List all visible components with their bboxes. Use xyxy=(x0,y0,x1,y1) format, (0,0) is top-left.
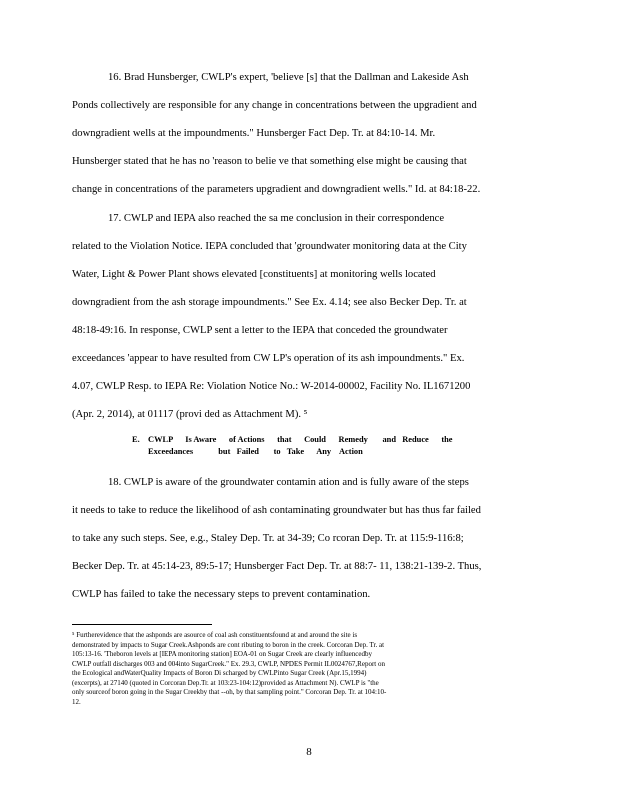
paragraph-16-line: Hunsberger stated that he has no 'reason to belie ve that something else might be causing that xyxy=(72,156,467,167)
paragraph-17-line: downgradient from the ash storage impoundments." See Ex. 4.14; see also Becker Dep. Tr. at xyxy=(72,297,467,308)
footnote-line: 105:13-16. 'Theboron levels at [IEPA monitoring station] EOA-01 on Sugar Creek are clearly influencedby xyxy=(72,650,372,658)
footnote-line: CWLP outfall discharges 003 and 004into SugarCreek." Ex. 29.3, CWLP, NPDES Permit IL0024767,Report on xyxy=(72,659,385,668)
paragraph-16 xyxy=(72,64,542,204)
paragraph-18-line: Becker Dep. Tr. at 45:14-23, 89:5-17; Hunsberger Fact Dep. Tr. at 88:7- 11, 138:21-139-2. Thus, xyxy=(72,561,482,572)
paragraph-17-line: (Apr. 2, 2014), at 01117 (provi ded as Attachment M). ⁵ xyxy=(72,409,308,420)
footnote-line: (excerpts), at 27140 (quoted in Corcoran Dep.Tr. at 103:23-104:12)provided as Attachment N). CWLP is "the xyxy=(72,678,379,687)
footnote-line: only sourceof boron going in the Sugar Creekby that --oh, by that sampling point." Corcoran Dep. Tr. at 104:10- xyxy=(72,688,387,696)
section-heading xyxy=(132,434,492,458)
paragraph-17-line: 48:18-49:16. In response, CWLP sent a letter to the IEPA that conceded the groundwater xyxy=(72,325,448,336)
paragraph-16-line: change in concentrations of the parameters upgradient and downgradient wells." Id. at 84:18-22. xyxy=(72,184,481,195)
paragraph-17-line: 17. CWLP and IEPA also reached the sa me conclusion in their correspondence xyxy=(108,213,445,224)
footnote-divider xyxy=(72,624,212,625)
paragraph-18-line: CWLP has failed to take the necessary steps to prevent contamination. xyxy=(72,589,371,600)
paragraph-18-line: to take any such steps. See, e.g., Staley Dep. Tr. at 34-39; Co rcoran Dep. Tr. at 115:9-116:8; xyxy=(72,533,464,544)
paragraph-18 xyxy=(72,469,542,609)
paragraph-16-line: 16. Brad Hunsberger, CWLP's expert, 'believe [s] that the Dallman and Lakeside Ash xyxy=(108,72,469,83)
paragraph-16-line: downgradient wells at the impoundments." Hunsberger Fact Dep. Tr. at 84:10-14. Mr. xyxy=(72,128,436,139)
paragraph-17-line: exceedances 'appear to have resulted from CW LP's operation of its ash impoundments." Ex. xyxy=(72,353,465,364)
paragraph-17-line: Water, Light & Power Plant shows elevated [constituents] at monitoring wells located xyxy=(72,269,436,280)
paragraph-16-line: Ponds collectively are responsible for any change in concentrations between the upgradient and xyxy=(72,100,477,111)
footnote-line: ⁵ Furtherevidence that the ashponds are asource of coal ash constituentsfound at and around the site is xyxy=(72,631,358,639)
paragraph-18-line: it needs to take to reduce the likelihood of ash contaminating groundwater but has thus far failed xyxy=(72,505,481,516)
footnote-line: demonstrated by impacts to Sugar Creek.Ashponds are cont ributing to boron in the creek. Corcoran Dep. Tr. at xyxy=(72,640,385,649)
page-number: 8 xyxy=(306,746,312,758)
paragraph-17-line: related to the Violation Notice. IEPA concluded that 'groundwater monitoring data at the City xyxy=(72,241,467,252)
paragraph-17-line: 4.07, CWLP Resp. to IEPA Re: Violation Notice No.: W-2014-00002, Facility No. IL1671200 xyxy=(72,381,471,392)
footnote-line: the Ecological andWaterQuality Impacts of Boron Di scharged by CWLPinto Sugar Creek (Apr.15,1994) xyxy=(72,669,367,677)
footnote-5 xyxy=(72,631,542,707)
section-heading-line-1: E. CWLP Is Aware of Actions that Could Remedy and Reduce the xyxy=(132,435,453,444)
section-heading-line-2: Exceedances but Failed to Take Any Action xyxy=(148,447,363,456)
paragraph-18-line: 18. CWLP is aware of the groundwater contamin ation and is fully aware of the steps xyxy=(108,477,469,488)
footnote-line: 12. xyxy=(72,697,81,706)
paragraph-17 xyxy=(72,205,542,429)
